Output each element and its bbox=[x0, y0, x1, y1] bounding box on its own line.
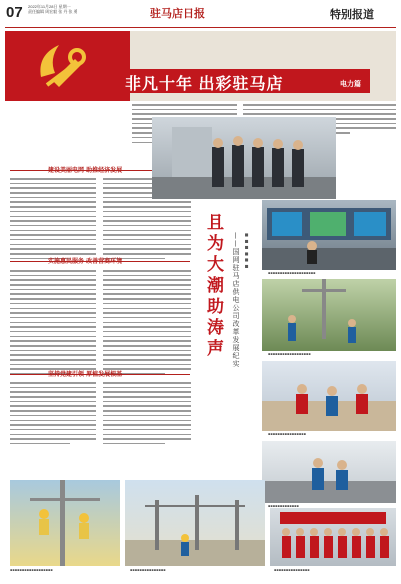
feature-banner bbox=[5, 31, 396, 101]
caption-1: ▪▪▪▪▪▪▪▪▪▪▪▪▪▪▪▪▪▪▪▪ bbox=[268, 271, 316, 275]
masthead-logo: 驻马店日报 bbox=[150, 7, 205, 20]
caption-5: ▪▪▪▪▪▪▪▪▪▪▪▪▪▪▪▪▪▪ bbox=[10, 568, 53, 572]
caption-6: ▪▪▪▪▪▪▪▪▪▪▪▪▪▪▪ bbox=[130, 568, 166, 572]
photo-control-room bbox=[262, 200, 396, 270]
caption-3: ▪▪▪▪▪▪▪▪▪▪▪▪▪▪▪▪ bbox=[268, 432, 306, 436]
section3-column-1 bbox=[10, 382, 96, 448]
section1-column-1 bbox=[10, 178, 96, 262]
photo-field-work bbox=[262, 279, 396, 351]
byline: ■ ■ ■ ■ ■ ■ bbox=[244, 232, 249, 269]
page-number: 07 bbox=[6, 4, 23, 21]
caption-2: ▪▪▪▪▪▪▪▪▪▪▪▪▪▪▪▪▪▪ bbox=[268, 352, 311, 356]
photo-workers bbox=[262, 441, 396, 503]
subhead-2: 实施惠民服务 改善营商环境 bbox=[48, 258, 123, 265]
banner-subtitle: 电力篇 bbox=[340, 81, 361, 88]
photo-substation bbox=[125, 480, 265, 566]
header-rule bbox=[5, 27, 396, 28]
section3-column-2 bbox=[103, 382, 191, 448]
subhead-1: 建设美丽电网 助推经济发展 bbox=[48, 167, 123, 174]
vertical-headline: 且为大潮助涛声 bbox=[203, 213, 223, 360]
section2-column-1 bbox=[10, 270, 96, 378]
vertical-subheadline: ——国网驻马店供电公司改革发展纪实 bbox=[232, 232, 240, 368]
subhead-3: 坚持党建引领 厚植发展根基 bbox=[48, 371, 123, 378]
section-title: 特别报道 bbox=[330, 9, 374, 21]
section2-column-2 bbox=[103, 270, 191, 378]
date-text: 2022年11月28日 星期一 bbox=[28, 4, 71, 9]
photo-party-group bbox=[270, 508, 396, 566]
editor-text: 责任编辑 周宏毅 张 丹 张 勇 bbox=[28, 9, 78, 14]
caption-7: ▪▪▪▪▪▪▪▪▪▪▪▪▪▪▪ bbox=[274, 568, 310, 572]
photo-service-hall bbox=[262, 361, 396, 431]
banner-title: 非凡十年 出彩驻马店 bbox=[125, 76, 284, 93]
photo-leaders bbox=[152, 117, 336, 199]
photo-linemen bbox=[10, 480, 120, 566]
caption-4: ▪▪▪▪▪▪▪▪▪▪▪▪▪ bbox=[268, 504, 299, 508]
date-line bbox=[28, 4, 78, 14]
party-emblem-icon bbox=[27, 37, 97, 97]
